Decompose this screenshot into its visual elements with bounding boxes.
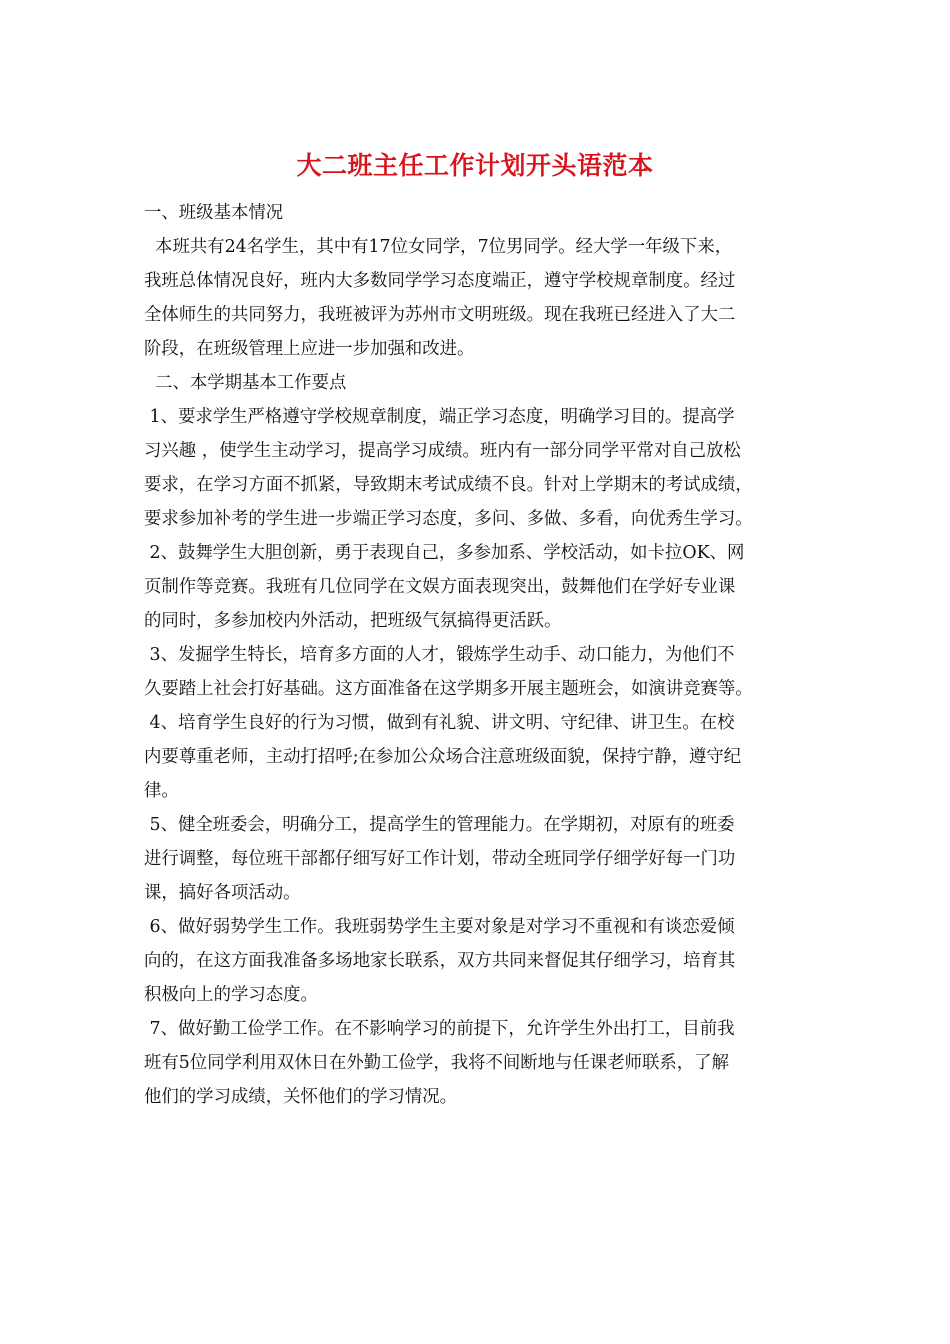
body-line: 6、做好弱势学生工作。我班弱势学生主要对象是对学习不重视和有谈恋爱倾 [144, 917, 735, 937]
body-line: 7、做好勤工俭学工作。在不影响学习的前提下，允许学生外出打工，目前我 [144, 1019, 735, 1039]
body-line: 进行调整，每位班干部都仔细写好工作计划，带动全班同学仔细学好每一门功 [144, 849, 736, 869]
body-line: 向的，在这方面我准备多场地家长联系，双方共同来督促其仔细学习，培育其 [144, 951, 736, 971]
body-line: 阶段，在班级管理上应进一步加强和改进。 [144, 339, 475, 359]
body-line: 久要踏上社会打好基础。这方面准备在这学期多开展主题班会，如演讲竞赛等。 [144, 679, 753, 699]
body-line: 积极向上的学习态度。 [144, 985, 318, 1005]
body-line: 习兴趣 ，使学生主动学习，提高学习成绩。班内有一部分同学平常对自己放松 [144, 441, 741, 461]
body-line: 他们的学习成绩，关怀他们的学习情况。 [144, 1087, 458, 1107]
body-line: 内要尊重老师，主动打招呼;在参加公众场合注意班级面貌，保持宁静，遵守纪 [144, 747, 742, 767]
body-line: 4、培育学生良好的行为习惯，做到有礼貌、讲文明、守纪律、讲卫生。在校 [144, 713, 735, 733]
body-line: 全体师生的共同努力，我班被评为苏州市文明班级。现在我班已经进入了大二 [144, 305, 736, 325]
body-line: 页制作等竞赛。我班有几位同学在文娱方面表现突出，鼓舞他们在学好专业课 [144, 577, 736, 597]
document-body [144, 196, 812, 1114]
body-line: 我班总体情况良好，班内大多数同学学习态度端正，遵守学校规章制度。经过 [144, 271, 736, 291]
body-line: 律。 [144, 781, 179, 801]
body-line: 二、本学期基本工作要点 [144, 373, 347, 393]
body-line: 2、鼓舞学生大胆创新，勇于表现自己，多参加系、学校活动，如卡拉OK、网 [144, 543, 745, 563]
body-line: 的同时，多参加校内外活动，把班级气氛搞得更活跃。 [144, 611, 562, 631]
body-line: 1、要求学生严格遵守学校规章制度，端正学习态度，明确学习目的。提高学 [144, 407, 735, 427]
body-line: 5、健全班委会，明确分工，提高学生的管理能力。在学期初，对原有的班委 [144, 815, 735, 835]
body-line: 班有5位同学利用双休日在外勤工俭学，我将不间断地与任课老师联系，了解 [144, 1053, 729, 1073]
document-title: 大二班主任工作计划开头语范本 [296, 151, 654, 180]
body-line: 一、班级基本情况 [144, 203, 284, 223]
body-line: 要求参加补考的学生进一步端正学习态度，多问、多做、多看，向优秀生学习。 [144, 509, 753, 529]
body-line: 3、发掘学生特长，培育多方面的人才，锻炼学生动手、动口能力，为他们不 [144, 645, 735, 665]
body-line: 要求，在学习方面不抓紧，导致期末考试成绩不良。针对上学期末的考试成绩， [144, 475, 753, 495]
body-line: 课，搞好各项活动。 [144, 883, 301, 903]
body-line: 本班共有24名学生，其中有17位女同学，7位男同学。经大学一年级下来， [144, 237, 733, 257]
